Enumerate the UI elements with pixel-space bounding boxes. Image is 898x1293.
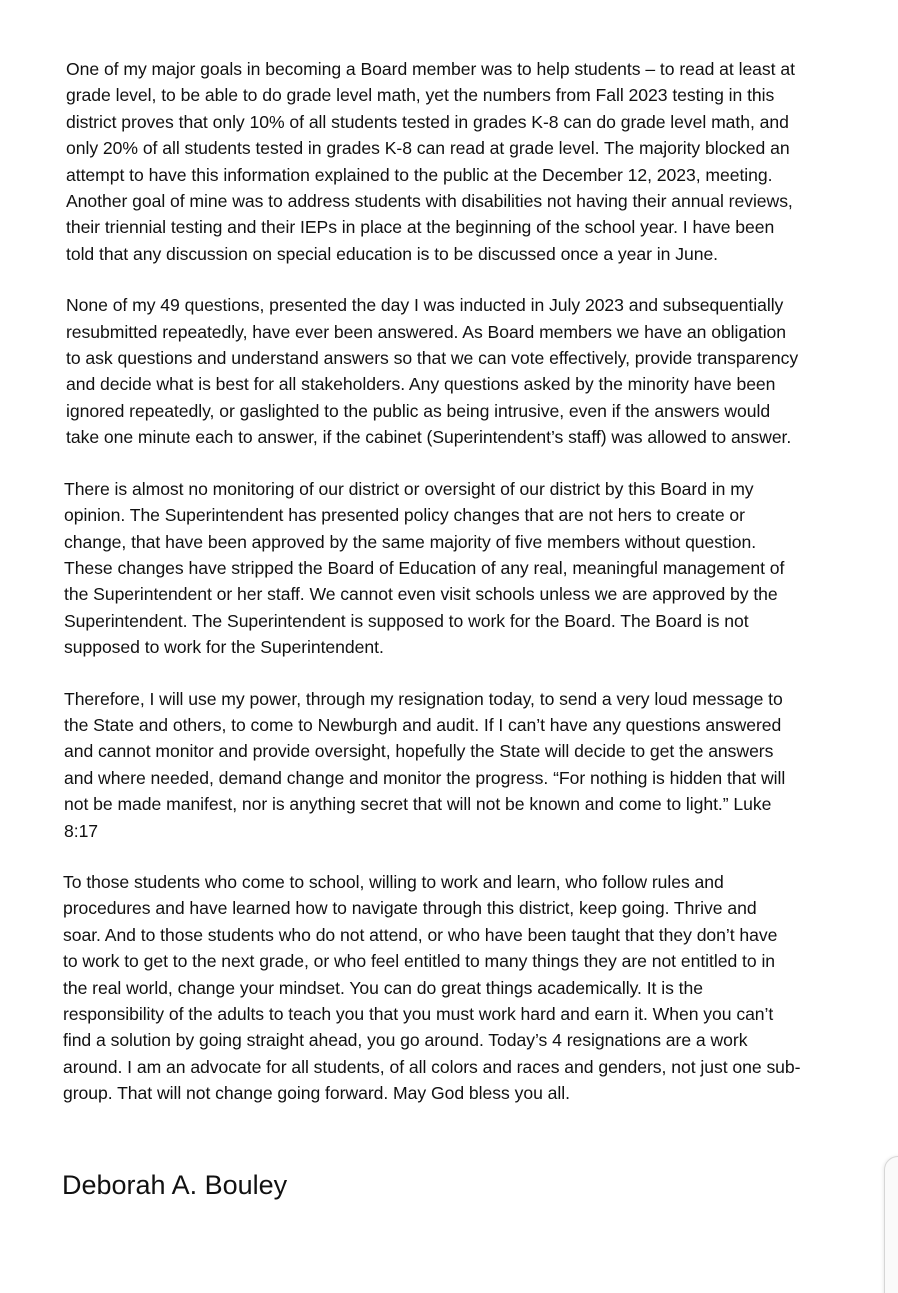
paragraph-line: To those students who come to school, willing to work and learn, who follow rules and <box>63 871 724 892</box>
paragraph-line: group. That will not change going forward. May God bless you all. <box>63 1083 570 1104</box>
letter-paragraph-1 <box>66 56 894 267</box>
paragraph-line: only 20% of all students tested in grades K-8 can read at grade level. The majority blocked an <box>66 138 790 159</box>
paragraph-line: resubmitted repeatedly, have ever been answered. As Board members we have an obligation <box>66 321 787 342</box>
letter-paragraph-5 <box>63 869 894 1107</box>
paragraph-line: find a solution by going straight ahead, you go around. Today’s 4 resignations are a work <box>63 1030 748 1051</box>
letter-paragraph-2 <box>66 292 894 450</box>
paragraph-line: opinion. The Superintendent has presented policy changes that are not hers to create or <box>64 505 745 526</box>
paragraph-line: One of my major goals in becoming a Board member was to help students – to read at least at <box>66 59 795 79</box>
edge-scroll-handle[interactable] <box>884 1156 898 1293</box>
letter-body <box>63 56 894 1132</box>
paragraph-line: and cannot monitor and provide oversight, hopefully the State will decide to get the answers <box>64 741 774 762</box>
paragraph-line: district proves that only 10% of all students tested in grades K-8 can do grade level math, and <box>66 111 789 132</box>
paragraph-line: None of my 49 questions, presented the day I was inducted in July 2023 and subsequentially <box>66 295 784 316</box>
paragraph-line: to ask questions and understand answers so that we can vote effectively, provide transparency <box>66 348 799 369</box>
paragraph-line: and where needed, demand change and monitor the progress. “For nothing is hidden that will <box>64 767 786 788</box>
paragraph-line: told that any discussion on special education is to be discussed once a year in June. <box>66 243 719 264</box>
paragraph-line: attempt to have this information explained to the public at the December 12, 2023, meeting. <box>66 164 773 185</box>
letter-paragraph-3 <box>64 476 894 661</box>
paragraph-line: Superintendent. The Superintendent is supposed to work for the Board. The Board is not <box>64 610 749 631</box>
paragraph-line: responsibility of the adults to teach you that you must work hard and earn it. When you can’t <box>63 1004 774 1024</box>
paragraph-line: and decide what is best for all stakeholders. Any questions asked by the minority have been <box>66 374 776 395</box>
letter-paragraph-4 <box>64 686 894 844</box>
paragraph-line: There is almost no monitoring of our district or oversight of our district by this Board in my <box>64 478 754 499</box>
paragraph-line: Therefore, I will use my power, through my resignation today, to send a very loud message to <box>64 688 783 709</box>
paragraph-line: Another goal of mine was to address students with disabilities not having their annual reviews, <box>66 191 793 212</box>
signature-name: Deborah A. Bouley <box>62 1170 288 1200</box>
paragraph-line: the real world, change your mindset. You can do great things academically. It is the <box>63 977 703 998</box>
paragraph-line: around. I am an advocate for all students, of all colors and races and genders, not just one sub- <box>63 1056 801 1077</box>
paragraph-line: change, that have been approved by the same majority of five members without question. <box>64 531 757 552</box>
paragraph-line: to work to get to the next grade, or who feel entitled to many things they are not entitled to in <box>63 951 776 972</box>
paragraph-line: the State and others, to come to Newburgh and audit. If I can’t have any questions answered <box>64 714 782 735</box>
paragraph-line: soar. And to those students who do not attend, or who have been taught that they don’t have <box>63 924 778 945</box>
paragraph-line: ignored repeatedly, or gaslighted to the public as being intrusive, even if the answers would <box>66 400 771 421</box>
paragraph-line: supposed to work for the Superintendent. <box>64 637 384 658</box>
paragraph-line: 8:17 <box>64 820 99 841</box>
paragraph-line: the Superintendent or her staff. We cannot even visit schools unless we are approved by the <box>64 584 778 605</box>
paragraph-line: procedures and have learned how to navigate through this district, keep going. Thrive and <box>63 898 757 919</box>
paragraph-line: take one minute each to answer, if the cabinet (Superintendent’s staff) was allowed to answer. <box>66 427 792 448</box>
paragraph-line: their triennial testing and their IEPs in place at the beginning of the school year. I have been <box>66 217 775 238</box>
paragraph-line: These changes have stripped the Board of Education of any real, meaningful management of <box>64 557 785 578</box>
paragraph-line: grade level, to be able to do grade level math, yet the numbers from Fall 2023 testing in this <box>66 85 775 106</box>
paragraph-line: not be made manifest, nor is anything secret that will not be known and come to light.” Luke <box>64 794 772 815</box>
